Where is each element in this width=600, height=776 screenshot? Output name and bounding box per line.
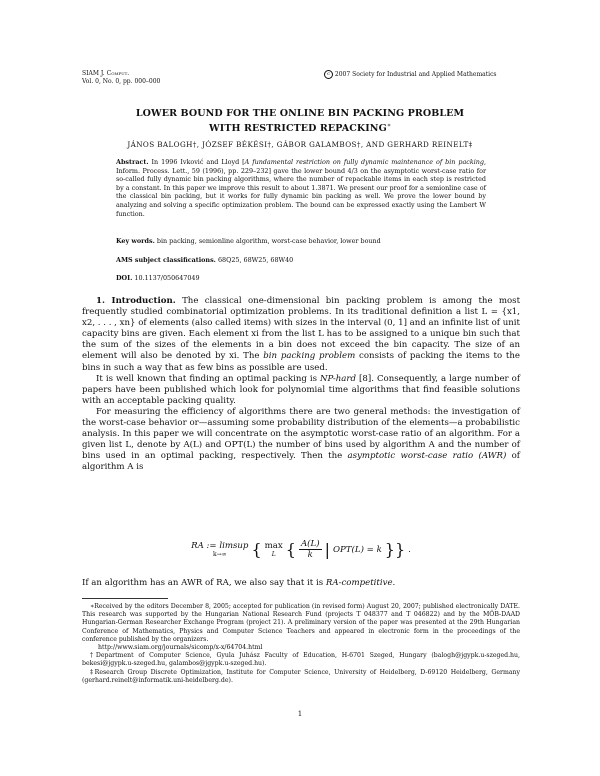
page-number: 1 xyxy=(297,710,303,718)
introduction xyxy=(82,296,520,474)
paper-title xyxy=(0,108,600,135)
title-line-1: LOWER BOUND FOR THE ONLINE BIN PACKING PROBLEM xyxy=(135,108,465,119)
abstract xyxy=(116,158,486,218)
eq-max-sub: L xyxy=(271,551,276,558)
authors: JÁNOS BALOGH†, JÓZSEF BÉKÉSI†, GÁBOR GALAMBOS†, AND GERHARD REINELT‡ xyxy=(127,140,473,149)
eq-bar: | xyxy=(324,540,330,559)
intro-p4-text-b: . xyxy=(392,578,396,588)
intro-p3-italic: asymptotic worst-case ratio (AWR) xyxy=(347,451,507,462)
journal-header xyxy=(82,70,160,86)
intro-p1-text-b: consists of packing the items to the bins in such a way that as few bins as possible are used. xyxy=(82,351,521,373)
copyright-line xyxy=(324,70,497,79)
footnote-3: ‡Research Group Discrete Optimization, Institute for Computer Science, University of Heidelberg, D-69120 Heidelberg, Germany (gerhard.reinelt@informatik.uni-heidelberg.de). xyxy=(82,668,520,684)
intro-p4-text-a: If an algorithm has an AWR of RA, we also say that it is xyxy=(82,578,326,588)
doi-text: 10.1137/050647049 xyxy=(134,274,200,282)
section-heading: 1. Introduction. xyxy=(96,296,176,306)
copyright-text: 2007 Society for Industrial and Applied Mathematics xyxy=(334,71,497,78)
intro-p1-text-a: The classical one-dimensional bin packing problem is among the most frequently studied combinatorial optimization problems. In its traditional definition a list L = {x1, x2, . . . , xn} of elements (also called items) with sizes in the interval (0, 1] and an infinite list of unit capacity bins are given. Each element xi from the list L has to be assigned to a unique bin such that the sum of the sizes of the elements in a bin does not exceed the bin capacity. The size of an element will also be denoted by xi. The xyxy=(82,296,521,362)
footnote-1-url[interactable]: http://www.siam.org/journals/sicomp/x-x/64704.html xyxy=(98,644,263,652)
intro-p3-text-b: of algorithm A is xyxy=(82,451,520,473)
intro-p4-italic: RA-competitive xyxy=(325,578,393,588)
keywords xyxy=(116,237,486,246)
ams-label: AMS subject classifications. xyxy=(116,256,216,264)
awr-equation xyxy=(82,539,520,560)
doi xyxy=(116,274,486,283)
intro-paragraph-2 xyxy=(82,374,520,407)
footnote-rule xyxy=(82,598,168,599)
keywords-text: bin packing, semionline algorithm, worst-case behavior, lower bound xyxy=(156,237,381,245)
abstract-label: Abstract. xyxy=(116,158,149,166)
intro-p1-italic: bin packing problem xyxy=(263,351,356,362)
eq-frac-den: k xyxy=(307,550,313,560)
ams-classification xyxy=(116,256,486,265)
footnotes xyxy=(82,603,520,685)
keywords-label: Key words. xyxy=(116,237,155,245)
intro-p3-text-a: For measuring the efficiency of algorithms there are two general methods: the investigation of the worst-case behavior or—assuming some probability distribution of the elements—a probabilistic analysis. In this paper we will concentrate on the asymptotic worst-case ratio of an algorithm. For a given list L, denote by A(L) and OPT(L) the number of bins used by algorithm A and the number of bins used in an optimal packing, respectively. Then the xyxy=(82,406,520,462)
footnote-1: ∗Received by the editors December 8, 2005; accepted for publication (in revised form) August 20, 2007; published electronically DATE. This research was supported by the Hungarian National Research Fund (projects T 048377 and T 046822) and by the MÖB-DAAD Hungarian-German Researcher Exchange Program (project 21). A preliminary version of the paper was presented at the 29th Hungarian Conference of Mathematics, Physics and Computer Science Teachers and appeared in electronic form in the proceedings of the conference published by the organizers. xyxy=(82,603,520,643)
eq-condition: OPT(L) = k xyxy=(332,544,382,555)
title-footnote-mark: ∗ xyxy=(386,122,391,129)
abstract-text-a: In 1996 Ivković and Lloyd [ xyxy=(151,158,245,166)
copyright-icon: c xyxy=(324,70,333,79)
intro-paragraph-1 xyxy=(82,296,520,374)
intro-paragraph-4 xyxy=(82,578,520,589)
journal-volume: Vol. 0, No. 0, pp. 000–000 xyxy=(82,78,161,85)
eq-lhs: RA := limsup xyxy=(191,541,249,551)
eq-brace-inner: { xyxy=(285,540,296,559)
doi-label: DOI. xyxy=(116,274,133,282)
eq-end: . xyxy=(408,544,411,555)
intro-p2-text-a: It is well known that finding an optimal packing is xyxy=(96,373,321,384)
eq-brace-close: }} xyxy=(384,540,406,559)
intro-paragraph-3 xyxy=(82,407,520,474)
eq-frac-num: A(L) xyxy=(300,539,320,549)
footnote-2: †Department of Computer Science, Gyula Juhász Faculty of Education, H-6701 Szeged, Hungary (balogh@jgypk.u-szeged.hu, bekesi@jgypk.u-szeged.hu, galambos@jgypk.u-szeged.hu). xyxy=(82,652,520,668)
intro-p2-italic: NP-hard xyxy=(320,373,357,384)
eq-limit-sub: k→∞ xyxy=(212,551,227,558)
intro-p4 xyxy=(82,578,520,589)
eq-brace-open: { xyxy=(251,540,262,559)
abstract-text-b: , Inform. Process. Lett., 59 (1996), pp. 229–232] gave the lower bound 4/3 on the asymptotic worst-case ratio for so-called fully dynamic bin packing algorithms, where the number of repackable items in each step is restricted by a constant. In this paper we improve this result to about 1.3871. We present our proof for a semionline case of the classical bin packing, but it works for fully dynamic bin packing as well. We prove the lower bound by analyzing and solving a specific optimization problem. The bound can be expressed exactly using the Lambert W function. xyxy=(116,158,486,218)
abstract-ref-title: A fundamental restriction on fully dynamic maintenance of bin packing xyxy=(244,158,484,166)
eq-max: max xyxy=(264,541,283,551)
journal-name: SIAM J. Comput. xyxy=(82,70,130,77)
title-line-2: WITH RESTRICTED REPACKING∗ xyxy=(209,122,391,135)
ams-text: 68Q25, 68W25, 68W40 xyxy=(217,256,294,264)
intro-p2-text-b: [8]. Consequently, a large number of papers have been published which look for polynomial time algorithms that find feasible solutions with an acceptable packing quality. xyxy=(82,373,520,406)
